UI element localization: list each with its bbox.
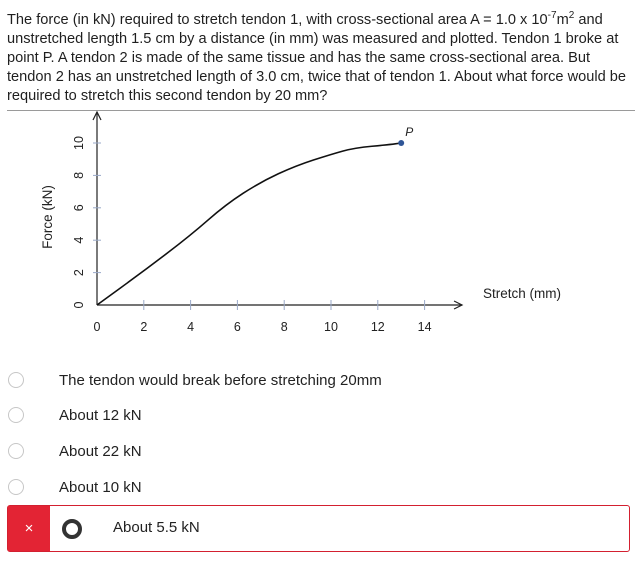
x-tick-label: 10 xyxy=(324,320,338,334)
x-tick-label: 4 xyxy=(187,320,195,334)
incorrect-marker xyxy=(8,506,50,551)
x-tick-label: 12 xyxy=(370,320,385,334)
data-line xyxy=(97,143,401,305)
selected-answer-label: About 5.5 kN xyxy=(113,519,200,536)
question-part-1: The force (in kN) required to stretch tendon 1, with cross-sectional area A = 1.0 x 10 xyxy=(7,12,548,28)
break-point xyxy=(398,140,404,146)
question-part-3: and unstretched length 1.5 cm by a distance (in mm) was measured and plotted. Tendon 1 broke at point P. A tendon 2 is made of the same tissue and has the same cross-sectional area. But tendon 2 has an unstretched length of 3.0 cm, twice that of tendon 1. About what force would be required to stretch this second tendon by 20 mm? xyxy=(7,12,627,104)
radio-button[interactable] xyxy=(8,443,24,459)
y-tick-label: 2 xyxy=(72,269,86,277)
point-p-label: P xyxy=(405,125,414,139)
y-tick-label: 8 xyxy=(72,171,86,179)
answer-option-label: The tendon would break before stretching 20mm xyxy=(59,372,382,389)
selected-radio-button[interactable] xyxy=(62,519,82,539)
selected-answer-option[interactable] xyxy=(7,505,630,552)
x-tick-label: 6 xyxy=(233,320,241,334)
close-icon: × xyxy=(24,520,34,537)
y-tick-label: 4 xyxy=(72,236,86,244)
radio-button[interactable] xyxy=(8,372,24,388)
x-axis-label: Stretch (mm) xyxy=(483,286,562,301)
question-text xyxy=(7,11,635,111)
y-tick-label: 6 xyxy=(72,204,86,212)
y-tick-label: 10 xyxy=(72,136,86,150)
y-axis-label: Force (kN) xyxy=(40,185,55,249)
radio-button[interactable] xyxy=(8,407,24,423)
answer-option-label: About 12 kN xyxy=(59,407,142,424)
question-part-2: m xyxy=(556,12,569,28)
x-tick-label: 14 xyxy=(417,320,432,334)
y-tick-label: 0 xyxy=(72,301,86,309)
exponent-2: 2 xyxy=(568,10,575,22)
answer-option-label: About 22 kN xyxy=(59,443,142,460)
exponent-1: -7 xyxy=(547,10,557,22)
x-tick-label: 8 xyxy=(280,320,288,334)
x-tick-label: 0 xyxy=(93,320,101,334)
answer-option-label: About 10 kN xyxy=(59,479,142,496)
radio-button[interactable] xyxy=(8,479,24,495)
force-stretch-chart xyxy=(0,108,642,348)
x-tick-label: 2 xyxy=(140,320,148,334)
